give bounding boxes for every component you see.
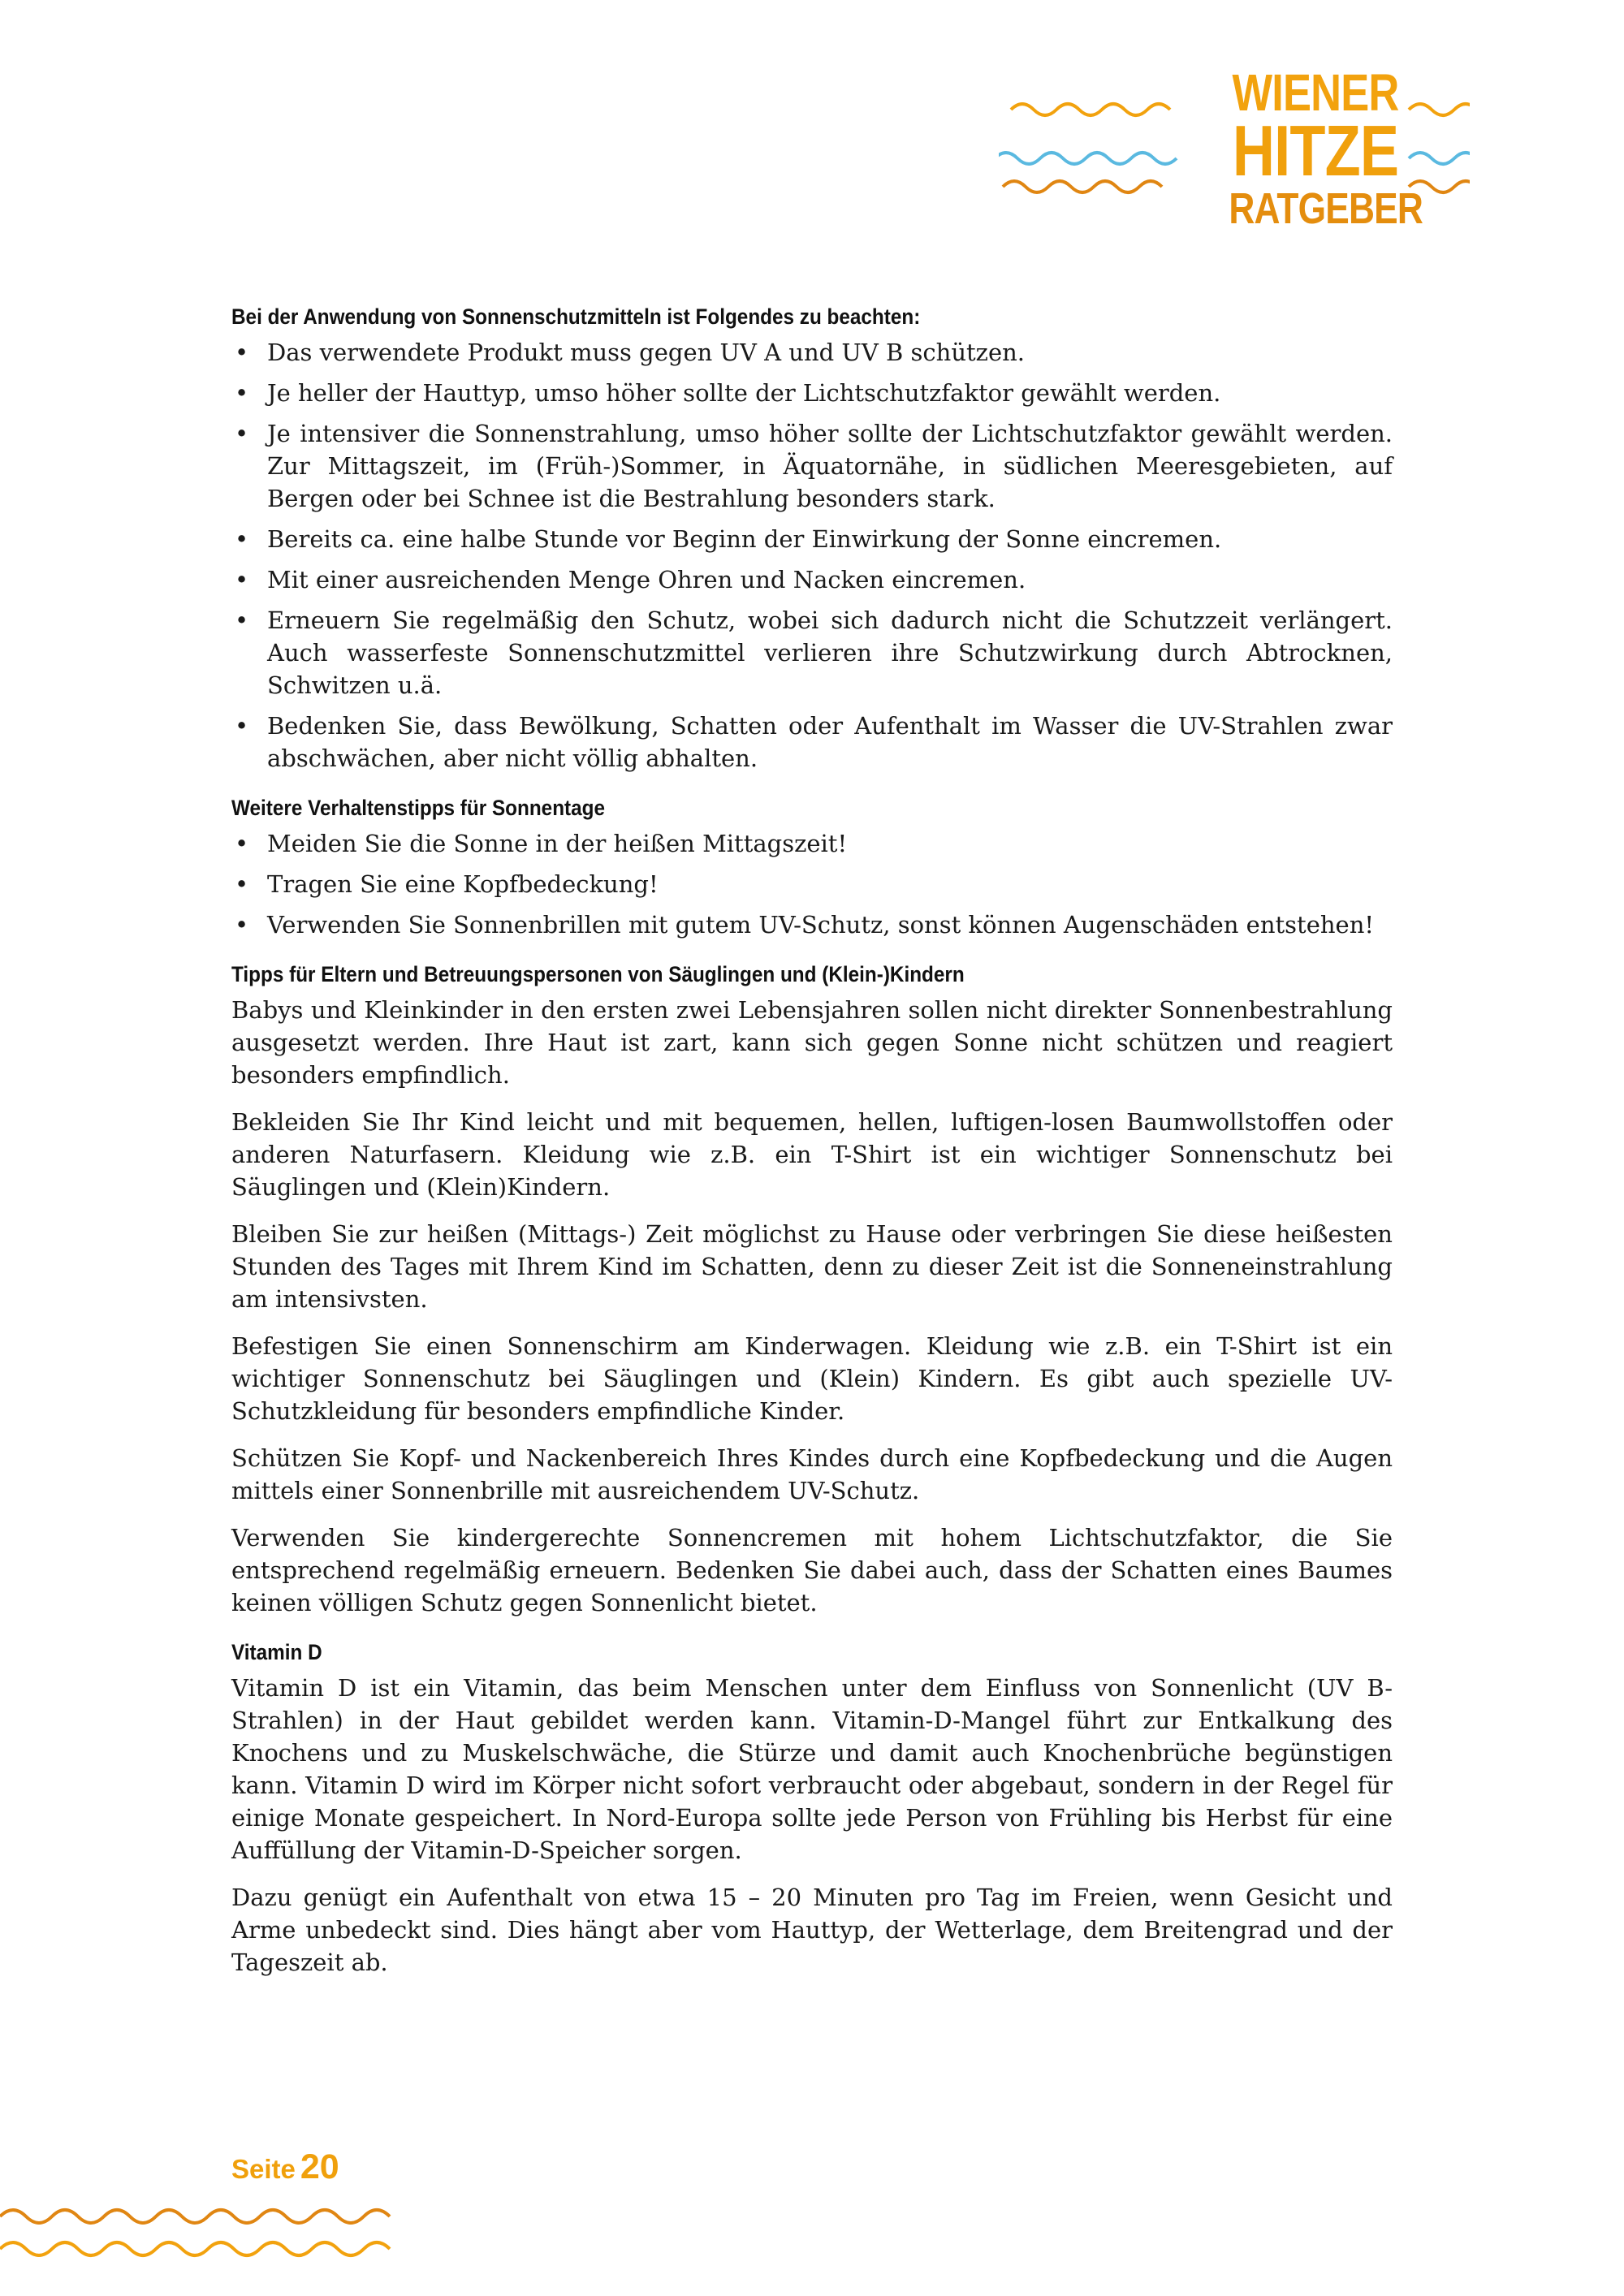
section-heading: Vitamin D — [231, 1640, 322, 1664]
paragraph: Schützen Sie Kopf- und Nackenbereich Ihres Kindes durch eine Kopfbedeckung und die Augen mittels einer Sonnenbrille mit ausreichendem UV-Schutz. — [231, 1444, 1393, 1504]
paragraph: Bleiben Sie zur heißen (Mittags-) Zeit möglichst zu Hause oder verbringen Sie diese heißesten Stunden des Tages mit Ihrem Kind im Schatten, denn zu dieser Zeit ist die Sonneneinstrahlung am intensivsten. — [231, 1220, 1393, 1313]
paragraph: Verwenden Sie kindergerechte Sonnencremen mit hohem Lichtschutzfaktor, die Sie entsprechend regelmäßig erneuern. Bedenken Sie dabei auch, dass der Schatten eines Baumes keinen völligen Schutz gegen Sonnenlicht bietet. — [231, 1524, 1393, 1616]
list-item: • Erneuern Sie regelmäßig den Schutz, wobei sich dadurch nicht die Schutzzeit verlängert. Auch wasserfeste Sonnenschutzmittel verlieren ihre Schutzwirkung durch Abtrocknen, Schwitzen u.ä. — [231, 604, 1393, 701]
section-vitamin-d — [231, 1640, 1393, 1979]
wiener-hitze-ratgeber-logo — [999, 57, 1470, 233]
section-heading: Tipps für Eltern und Betreuungspersonen von Säuglingen und (Klein-)Kindern — [231, 962, 965, 986]
list-item: • Das verwendete Produkt muss gegen UV A und UV B schützen. — [231, 336, 1393, 369]
page-number — [231, 2147, 339, 2187]
list-item: • Mit einer ausreichenden Menge Ohren und Nacken eincremen. — [231, 563, 1393, 596]
section-behavior-tips — [231, 796, 1393, 941]
section-heading: Bei der Anwendung von Sonnenschutzmitteln ist Folgendes zu beachten: — [231, 304, 921, 329]
list-item: • Bereits ca. eine halbe Stunde vor Beginn der Einwirkung der Sonne eincremen. — [231, 523, 1393, 555]
list-item: • Bedenken Sie, dass Bewölkung, Schatten oder Aufenthalt im Wasser die UV-Strahlen zwar abschwächen, aber nicht völlig abhalten. — [231, 710, 1393, 775]
paragraph: Vitamin D ist ein Vitamin, das beim Menschen unter dem Einfluss von Sonnenlicht (UV B-Strahlen) in der Haut gebildet werden kann. Vitamin-D-Mangel führt zur Entkalkung des Knochens und zu Muskelschwäche, die Stürze und damit auch Knochenbrüche begünstigen kann. Vitamin D wird im Körper nicht sofort verbraucht oder abgebaut, sondern in der Regel für einige Monate gespeichert. In Nord-Europa sollte jede Person von Frühling bis Herbst für eine Auffüllung der Vitamin-D-Speicher sorgen. — [231, 1674, 1393, 1864]
paragraph: Bekleiden Sie Ihr Kind leicht und mit bequemen, hellen, luftigen-losen Baumwollstoffen oder anderen Naturfasern. Kleidung wie z.B. ein T-Shirt ist ein wichtiger Sonnenschutz bei Säuglingen und (Klein)Kindern. — [231, 1108, 1393, 1201]
paragraph: Dazu genügt ein Aufenthalt von etwa 15 – 20 Minuten pro Tag im Freien, wenn Gesicht und Arme unbedeckt sind. Dies hängt aber vom Hauttyp, der Wetterlage, dem Breitengrad und der Tageszeit ab. — [231, 1884, 1393, 1976]
page-number-value: 20 — [300, 2147, 339, 2186]
logo-line-hitze: HITZE — [1232, 110, 1399, 191]
logo-line-ratgeber: RATGEBER — [1229, 184, 1423, 233]
list-item: • Je intensiver die Sonnenstrahlung, umso höher sollte der Lichtschutzfaktor gewählt werden. Zur Mittagszeit, im (Früh-)Sommer, in Äquatornähe, in südlichen Meeresgebieten, auf Bergen oder bei Schnee ist die Bestrahlung besonders stark. — [231, 417, 1393, 515]
paragraph: Babys und Kleinkinder in den ersten zwei Lebensjahren sollen nicht direkter Sonnenbestrahlung ausgesetzt werden. Ihre Haut ist zart, kann sich gegen Sonne nicht schützen und reagiert besonders empfindlich. — [231, 996, 1393, 1089]
logo-line-wiener: WIENER — [1232, 63, 1399, 122]
footer-waves-decoration — [0, 2192, 406, 2265]
section-parents-tips — [231, 962, 1393, 1619]
bullet-list — [231, 336, 1393, 775]
page-content — [231, 304, 1393, 2000]
list-item: • Meiden Sie die Sonne in der heißen Mittagszeit! — [231, 827, 1393, 860]
list-item: • Je heller der Hauttyp, umso höher sollte der Lichtschutzfaktor gewählt werden. — [231, 377, 1393, 409]
list-item: • Tragen Sie eine Kopfbedeckung! — [231, 868, 1393, 900]
paragraph: Befestigen Sie einen Sonnenschirm am Kinderwagen. Kleidung wie z.B. ein T-Shirt ist ein wichtiger Sonnenschutz bei Säuglingen und (Klein) Kindern. Es gibt auch spezielle UV-Schutzkleidung für besonders empfindliche Kinder. — [231, 1332, 1393, 1425]
bullet-list — [231, 827, 1393, 941]
list-item: • Verwenden Sie Sonnenbrillen mit gutem UV-Schutz, sonst können Augenschäden entstehen! — [231, 908, 1393, 941]
section-sunscreen — [231, 304, 1393, 775]
page-label: Seite — [231, 2154, 296, 2184]
section-heading: Weitere Verhaltenstipps für Sonnentage — [231, 796, 606, 820]
